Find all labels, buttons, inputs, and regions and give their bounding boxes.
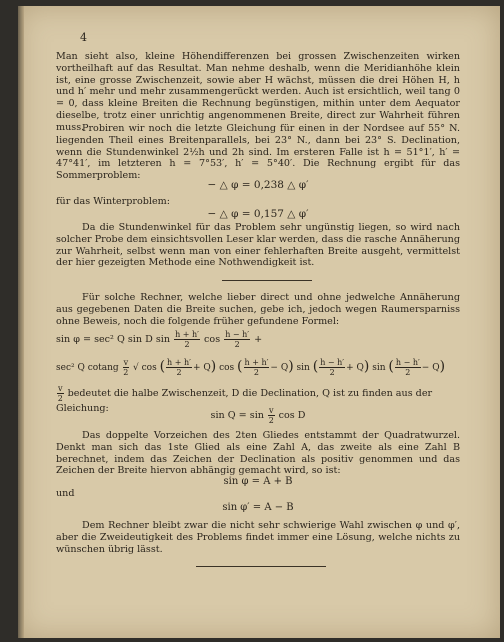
winter-label: für das Winterproblem:	[56, 196, 170, 207]
paren-open-4: (	[388, 358, 394, 375]
paragraph-1: Man sieht also, kleine Höhendifferenzen bei grossen Zwischenzeiten wirken vortheilhaft auf das Resultat. Man nehme deshalb, wenn die Meridianhöhe klein ist, eine grosse Zwischenzeit, sowie aber H wächst, müssen die drei Höhen H, h und h′ mehr und mehr zusammengerückt werden. Auch ist ersichtlich, weil tang 0 = 0, dass kleine Breiten die Rechnung begünstigen, mithin unter dem Aequator dieselbe, trotz einer unrichtig angenommenen Breite, direct zur Wahrheit führen muss.	[56, 51, 460, 133]
formula-2-sin-1: sin	[296, 363, 310, 373]
fraction-v-half-2: $\frac{v}{2}$	[57, 384, 63, 403]
fraction-h-plus-2: $\frac{h + h'}{2}$	[167, 358, 191, 377]
equation-sinQ	[56, 406, 460, 425]
equation-winter: − △ φ = 0,157 △ φ′	[207, 208, 309, 220]
equation-sinQ-right: cos D	[278, 410, 306, 421]
minus-q-1: − Q	[270, 363, 289, 373]
fraction-h-minus: $\frac{h - h'}{2}$	[225, 330, 250, 349]
fraction-h-plus-3: $\frac{h + h'}{2}$	[244, 358, 269, 377]
section-divider	[222, 280, 312, 281]
fraction-h-minus-3: $\frac{h - h'}{2}$	[395, 358, 420, 377]
equation-diff: sin φ′ = A − B	[222, 502, 294, 513]
formula-line-2	[56, 358, 460, 377]
und-label: und	[56, 488, 75, 499]
fraction-v-half-3: $\frac{v}{2}$	[268, 406, 274, 425]
fraction-v-half: $\frac{v}{2}$	[123, 358, 129, 377]
paren-close-3: )	[363, 358, 370, 375]
sqrt-sign: √	[132, 363, 139, 373]
formula-line-1	[56, 330, 460, 349]
paragraph-4: Für solche Rechner, welche lieber direct und ohne jedwelche Annäherung aus gegebenen Daten die Breite suchen, gebe ich, jedoch wegen Raumersparniss ohne Beweis, noch die folgende früher gefundene Formel:	[56, 292, 460, 327]
formula-2-cos-2: cos	[219, 363, 235, 373]
formula-2-left: sec² Q cotang	[56, 363, 119, 373]
paren-close-4: )	[439, 358, 446, 375]
formula-1-plus: +	[254, 334, 263, 345]
formula-1-left: sin φ = sec² Q sin D sin	[56, 334, 170, 345]
formula-2-sin-2: sin	[372, 363, 386, 373]
page-binding-edge	[18, 6, 24, 638]
minus-q-2: − Q	[421, 363, 440, 373]
paren-close-2: )	[288, 358, 294, 375]
paragraph-5: bedeutet die halbe Zwischenzeit, D die Declination, Q ist zu finden aus der Gleichung:	[56, 388, 433, 414]
fraction-h-plus: $\frac{h + h'}{2}$	[175, 330, 199, 349]
paren-close-1: )	[210, 358, 217, 375]
paragraph-3: Da die Stundenwinkel für das Problem sehr ungünstig liegen, so wird nach solcher Probe dem einsichtsvollen Leser klar werden, dass die rasche Annäherung zur Wahrheit, selbst wenn man von einer fehlerhaften Breite ausgeht, vermittelst der hier gezeigten Methode eine Nothwendigkeit ist.	[56, 222, 460, 269]
plus-q-1: + Q	[192, 363, 211, 373]
paren-open-1: (	[159, 358, 166, 375]
bottom-divider	[196, 566, 326, 567]
paragraph-7: Dem Rechner bleibt zwar die nicht sehr schwierige Wahl zwischen φ und φ′, aber die Zweideutigkeit des Problems findet immer eine Lösung, welche nichts zu wünschen übrig lässt.	[56, 520, 460, 555]
formula-1-cos: cos	[204, 334, 221, 345]
paren-open-3: (	[312, 358, 319, 375]
plus-q-2: + Q	[346, 363, 364, 373]
fraction-h-minus-2: $\frac{h - h'}{2}$	[320, 358, 345, 377]
equation-summer: − △ φ = 0,238 △ φ′	[207, 179, 309, 191]
page-number: 4	[80, 31, 87, 44]
equation-sinQ-left: sin Q = sin	[210, 410, 264, 421]
paragraph-6: Das doppelte Vorzeichen des 2ten Gliedes entstammt der Quadratwurzel. Denkt man sich das 1ste Glied als eine Zahl A, das zweite als eine Zahl B berechnet, indem das Zeichen der Declination als positiv genommen und das Zeichen der Breite hiervon abhängig gemacht wird, so ist:	[56, 430, 460, 477]
paragraph-2: Probiren wir noch die letzte Gleichung für einen in der Nordsee auf 55° N. liegenden Theil eines Breitenparallels, bei 23° N., dann bei 23° S. Declination, wenn die Stundenwinkel 2½h und 2h sind. Im ersteren Falle ist h = 51°1′, h′ = 47°41′, im letzteren h = 7°53′, h′ = 5°40′. Die Rechnung ergibt für das Sommerproblem:	[56, 123, 460, 182]
paren-open-2: (	[237, 358, 243, 375]
equation-sum: sin φ = A + B	[223, 476, 293, 487]
formula-2-cos-1: cos	[141, 363, 157, 373]
